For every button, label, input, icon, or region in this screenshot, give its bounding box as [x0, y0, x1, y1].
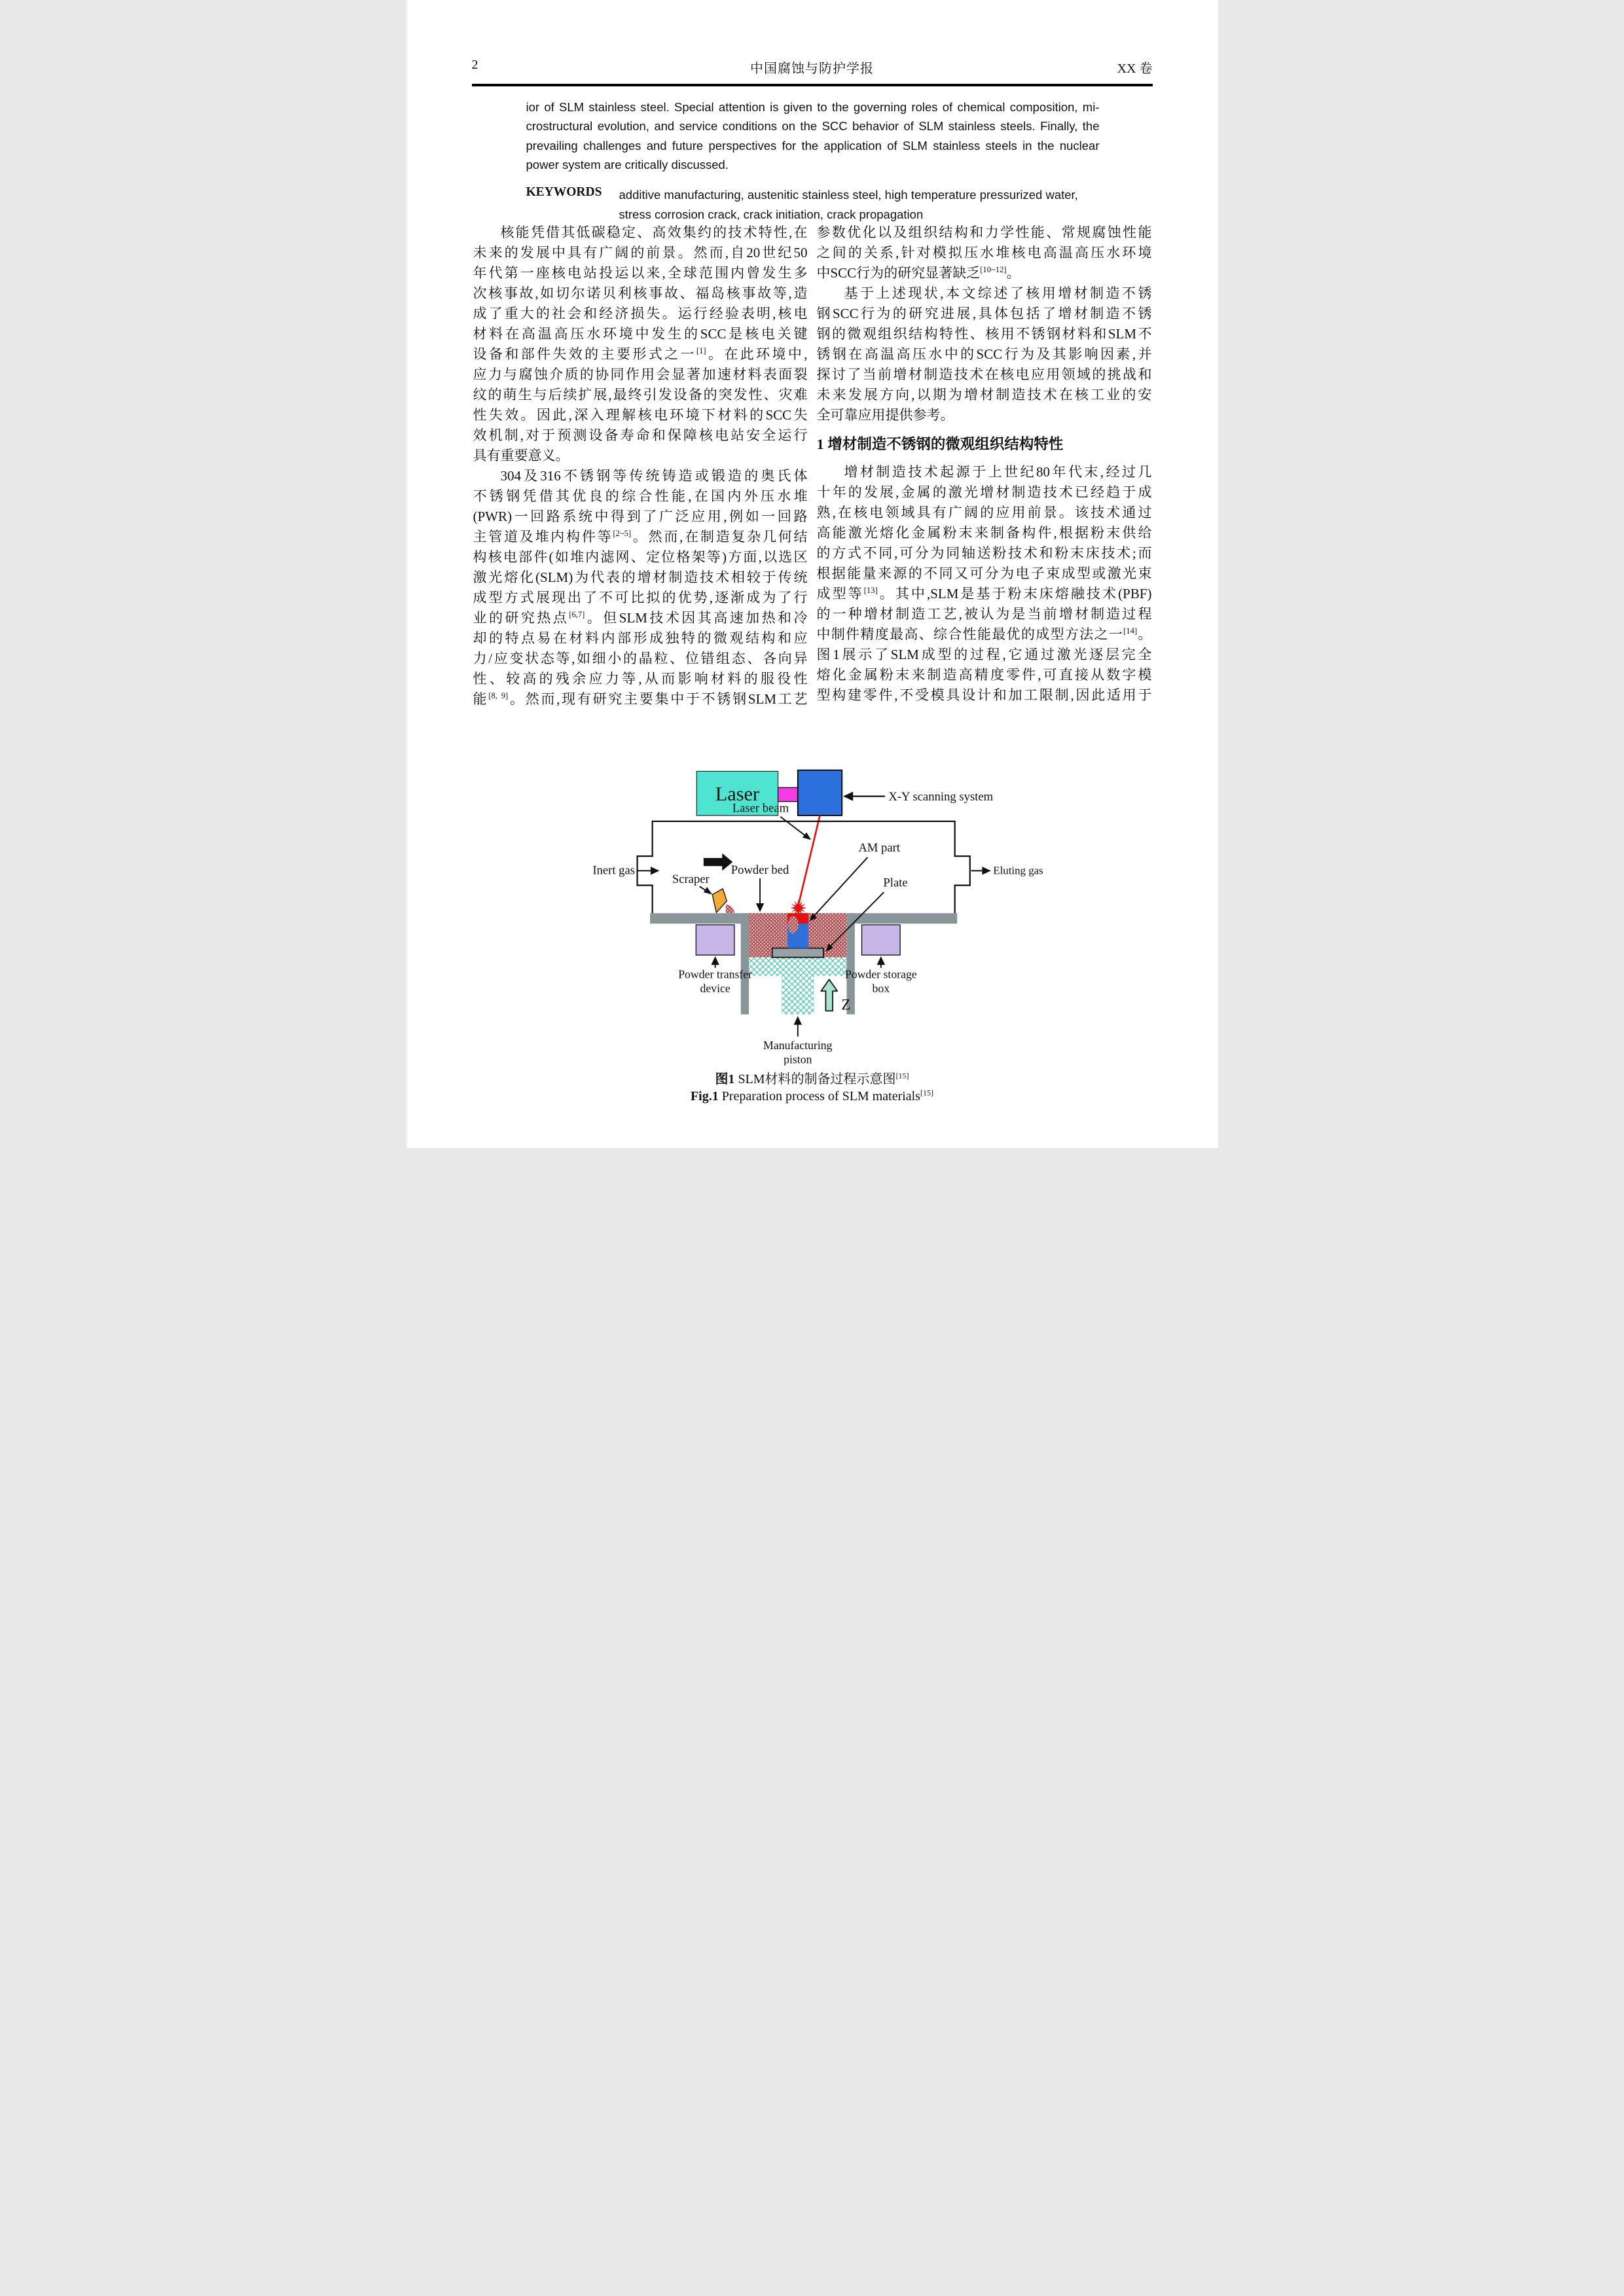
powder-storage-box-shape [861, 925, 900, 955]
powder-storage-label-line1: Powder storage [844, 967, 917, 981]
volume-label: XX 卷 [1117, 62, 1153, 76]
powder-storage-label-line2: box [872, 982, 890, 996]
text-line: 成型等[13]。其中,SLM是基于粉末床熔融技术(PBF) [816, 586, 1152, 601]
scanner-box [797, 770, 842, 816]
powder-bed-arrowhead-icon [755, 903, 763, 912]
laser-beam-arrowhead-icon [802, 833, 810, 840]
powder-transfer-label-line1: Powder transfer [677, 967, 752, 981]
text-line: 却的特点易在材料内部形成独特的微观结构和应 [473, 630, 808, 646]
text-line: 型构建零件,不受模具设计和加工限制,因此适用于 [816, 687, 1152, 703]
z-axis-label: Z [840, 996, 851, 1013]
text-line: 中制件精度最高、综合性能最优的成型方法之一[14]。 [816, 626, 1152, 642]
journal-title: 中国腐蚀与防护学报 [750, 62, 874, 76]
text-line: stress corrosion crack, crack initiation, crack propagation [619, 207, 924, 221]
am-part-label: AM part [857, 841, 900, 855]
text-line: 性失效。因此,深入理解核电环境下材料的SCC失 [473, 407, 808, 423]
text-line: ior of SLM stainless steel. Special attention is given to the governing roles of chemical composition, mi- [526, 100, 1100, 114]
text-line: 核能凭借其低碳稳定、高效集约的技术特性,在 [500, 224, 808, 240]
laser-beam-label: Laser beam [732, 801, 789, 816]
section-heading: 1 增材制造不锈钢的微观组织结构特性 [816, 436, 1064, 452]
piston-column [781, 976, 814, 1014]
text-line: 钢SCC行为的研究进展,具体包括了增材制造不锈 [816, 306, 1152, 321]
text-line: 304及316不锈钢等传统铸造或锻造的奥氏体 [500, 468, 808, 484]
header-rule [472, 84, 1153, 86]
right-column [817, 223, 1152, 706]
xy-system-label: X-Y scanning system [888, 789, 993, 804]
right-column-bottom [817, 462, 1152, 706]
text-line: 能[8, 9]。然而,现有研究主要集中于不锈钢SLM工艺 [473, 691, 808, 707]
powder-mound [725, 905, 734, 913]
keywords-text [619, 185, 1078, 224]
text-line: 纹的萌生与后续扩展,最终引发设备的突发性、灾难 [473, 387, 808, 403]
right-column-top [817, 223, 1152, 425]
text-line: 设备和部件失效的主要形式之一[1]。在此环境中, [473, 346, 808, 362]
page-number: 2 [471, 58, 478, 72]
keywords-block [526, 185, 1102, 224]
text-line: 增材制造技术起源于上世纪80年代末,经过几 [844, 464, 1152, 480]
manufacturing-piston-label-line2: piston [783, 1052, 812, 1066]
scraper-blade [712, 889, 727, 912]
text-line: 之间的关系,针对模拟压水堆核电高温高压水环境 [816, 245, 1152, 260]
text-line: 效机制,对于预测设备寿命和保障核电站安全运行 [473, 427, 808, 443]
figure-caption-en [406, 1089, 1218, 1104]
laser-label: Laser [715, 782, 759, 805]
piston-arrowhead-icon [793, 1016, 801, 1024]
eluting-gas-label: Eluting gas [992, 864, 1043, 877]
text-line: 未来发展方向,以期为增材制造技术在核工业的安 [816, 387, 1152, 403]
figure-caption-zh-ref: [15] [895, 1071, 909, 1081]
text-line: 全可靠应用提供参考。 [816, 407, 954, 423]
figure-caption-zh [406, 1068, 1218, 1087]
base-plate [772, 948, 823, 958]
text-line: 成型方式展现出了不可比拟的优势,逐渐成为了行 [473, 590, 808, 605]
figure-caption-zh-text: SLM材料的制备过程示意图 [734, 1072, 896, 1086]
text-line: 构核电部件(如堆内滤网、定位格架等)方面,以选区 [473, 549, 808, 565]
powder-transfer-label-line2: device [699, 982, 731, 996]
text-line: prevailing challenges and future perspectives for the application of SLM stainless steels in the nuclear [526, 138, 1100, 152]
text-line: 熔化金属粉末来制造高精度零件,可直接从数字模 [816, 667, 1152, 683]
text-line: 十年的发展,金属的激光增材制造技术已经趋于成 [816, 484, 1152, 500]
abstract-continued [526, 98, 1100, 175]
plate-label: Plate [882, 876, 908, 890]
text-line: 高能激光熔化金属粉末来制备构件,根据粉末供给 [816, 525, 1152, 541]
figure-caption-zh-prefix: 图1 [715, 1072, 735, 1086]
text-line: 业的研究热点[6,7]。但SLM技术因其高速加热和冷 [473, 610, 808, 626]
xy-arrowhead-icon [843, 792, 853, 801]
text-line: 钢的微观组织结构特性、核用不锈钢材料和SLM不 [816, 326, 1152, 342]
powder-transfer-box [696, 925, 734, 955]
text-line: 熟,在核电领域具有广阔的应用前景。该技术通过 [816, 505, 1152, 520]
powder-bed-label: Powder bed [731, 863, 789, 877]
text-line: 中SCC行为的研究显著缺乏[10~12]。 [816, 265, 1020, 281]
text-line: 性、较高的残余应力等,从而影响材料的服役性 [473, 671, 808, 687]
scraper-arrowhead-icon [703, 887, 712, 895]
scraper-label: Scraper [672, 872, 710, 887]
text-line: 探讨了当前增材制造技术在核电应用领域的挑战和 [816, 367, 1152, 382]
z-axis-arrow-icon [821, 980, 837, 1011]
figure-caption-en-ref: [15] [920, 1088, 934, 1098]
text-line: 不锈钢凭借其优良的综合性能,在国内外压水堆 [473, 488, 808, 504]
am-part-arrow-line [812, 857, 867, 918]
text-line: 参数优化以及组织结构和力学性能、常规腐蚀性能 [816, 224, 1152, 240]
text-line: 成了重大的社会和经济损失。运行经验表明,核电 [473, 306, 808, 321]
text-line: 的方式不同,可分为同轴送粉技术和粉末床技术;而 [816, 545, 1152, 561]
figure-caption-en-text: Preparation process of SLM materials [718, 1089, 921, 1103]
scan-direction-arrow-icon [703, 853, 732, 871]
text-line: 激光熔化(SLM)为代表的增材制造技术相较于传统 [473, 569, 808, 585]
text-line: 的一种增材制造工艺,被认为是当前增材制造过程 [816, 606, 1152, 622]
text-line: 锈钢在高温高压水中的SCC行为及其影响因素,并 [816, 346, 1152, 362]
powder-storage-arrowhead-icon [876, 956, 884, 965]
eluting-gas-arrowhead-icon [982, 867, 990, 874]
piston-platform-hatch [749, 958, 846, 976]
laser-connector [778, 787, 797, 801]
inert-gas-arrowhead-icon [651, 867, 659, 874]
text-line: 具有重要意义。 [473, 448, 569, 463]
powder-transfer-arrowhead-icon [711, 956, 719, 965]
figure-caption-en-prefix: Fig.1 [690, 1089, 719, 1103]
laser-beam-line [798, 816, 820, 905]
text-line: 基于上述现状,本文综述了核用增材制造不锈 [844, 285, 1152, 301]
cylinder-wall-left [740, 913, 748, 1014]
text-line: 未来的发展中具有广阔的前景。然而,自20世纪50 [473, 245, 808, 260]
keywords-label: KEYWORDS [526, 185, 602, 199]
text-line: 根据能量来源的不同又可分为电子束成型或激光束 [816, 565, 1152, 581]
inert-gas-label: Inert gas [592, 863, 635, 878]
manufacturing-piston-label-line1: Manufacturing [763, 1039, 833, 1052]
text-line: (PWR)一回路系统中得到了广泛应用,例如一回路 [473, 509, 808, 524]
text-line: power system are critically discussed. [526, 158, 729, 172]
paper-page [406, 0, 1218, 1148]
left-column [473, 223, 808, 709]
text-line: 图1展示了SLM成型的过程,它通过激光逐层完全 [816, 647, 1152, 662]
text-line: crostructural evolution, and service conditions on the SCC behavior of SLM stainless steels. Finally, the [526, 119, 1100, 134]
laser-beam-arrow-line [780, 817, 807, 837]
melt-pool-oval [787, 916, 798, 934]
text-line: 应力与腐蚀介质的协同作用会显著加速材料表面裂 [473, 367, 808, 382]
text-line: 主管道及堆内构件等[2~5]。然而,在制造复杂几何结 [473, 529, 808, 545]
text-line: 次核事故,如切尔诺贝利核事故、福岛核事故等,造 [473, 285, 808, 301]
figure-1-slm-diagram [577, 763, 1048, 1069]
slm-process-schematic [577, 763, 1048, 1066]
text-line: 力/应变状态等,如细小的晶粒、位错组态、各向异 [473, 651, 808, 666]
text-line: additive manufacturing, austenitic stainless steel, high temperature pressurized water, [619, 188, 1078, 202]
text-line: 材料在高温高压水环境中发生的SCC是核电关键 [473, 326, 808, 342]
text-line: 年代第一座核电站投运以来,全球范围内曾发生多 [473, 265, 808, 281]
